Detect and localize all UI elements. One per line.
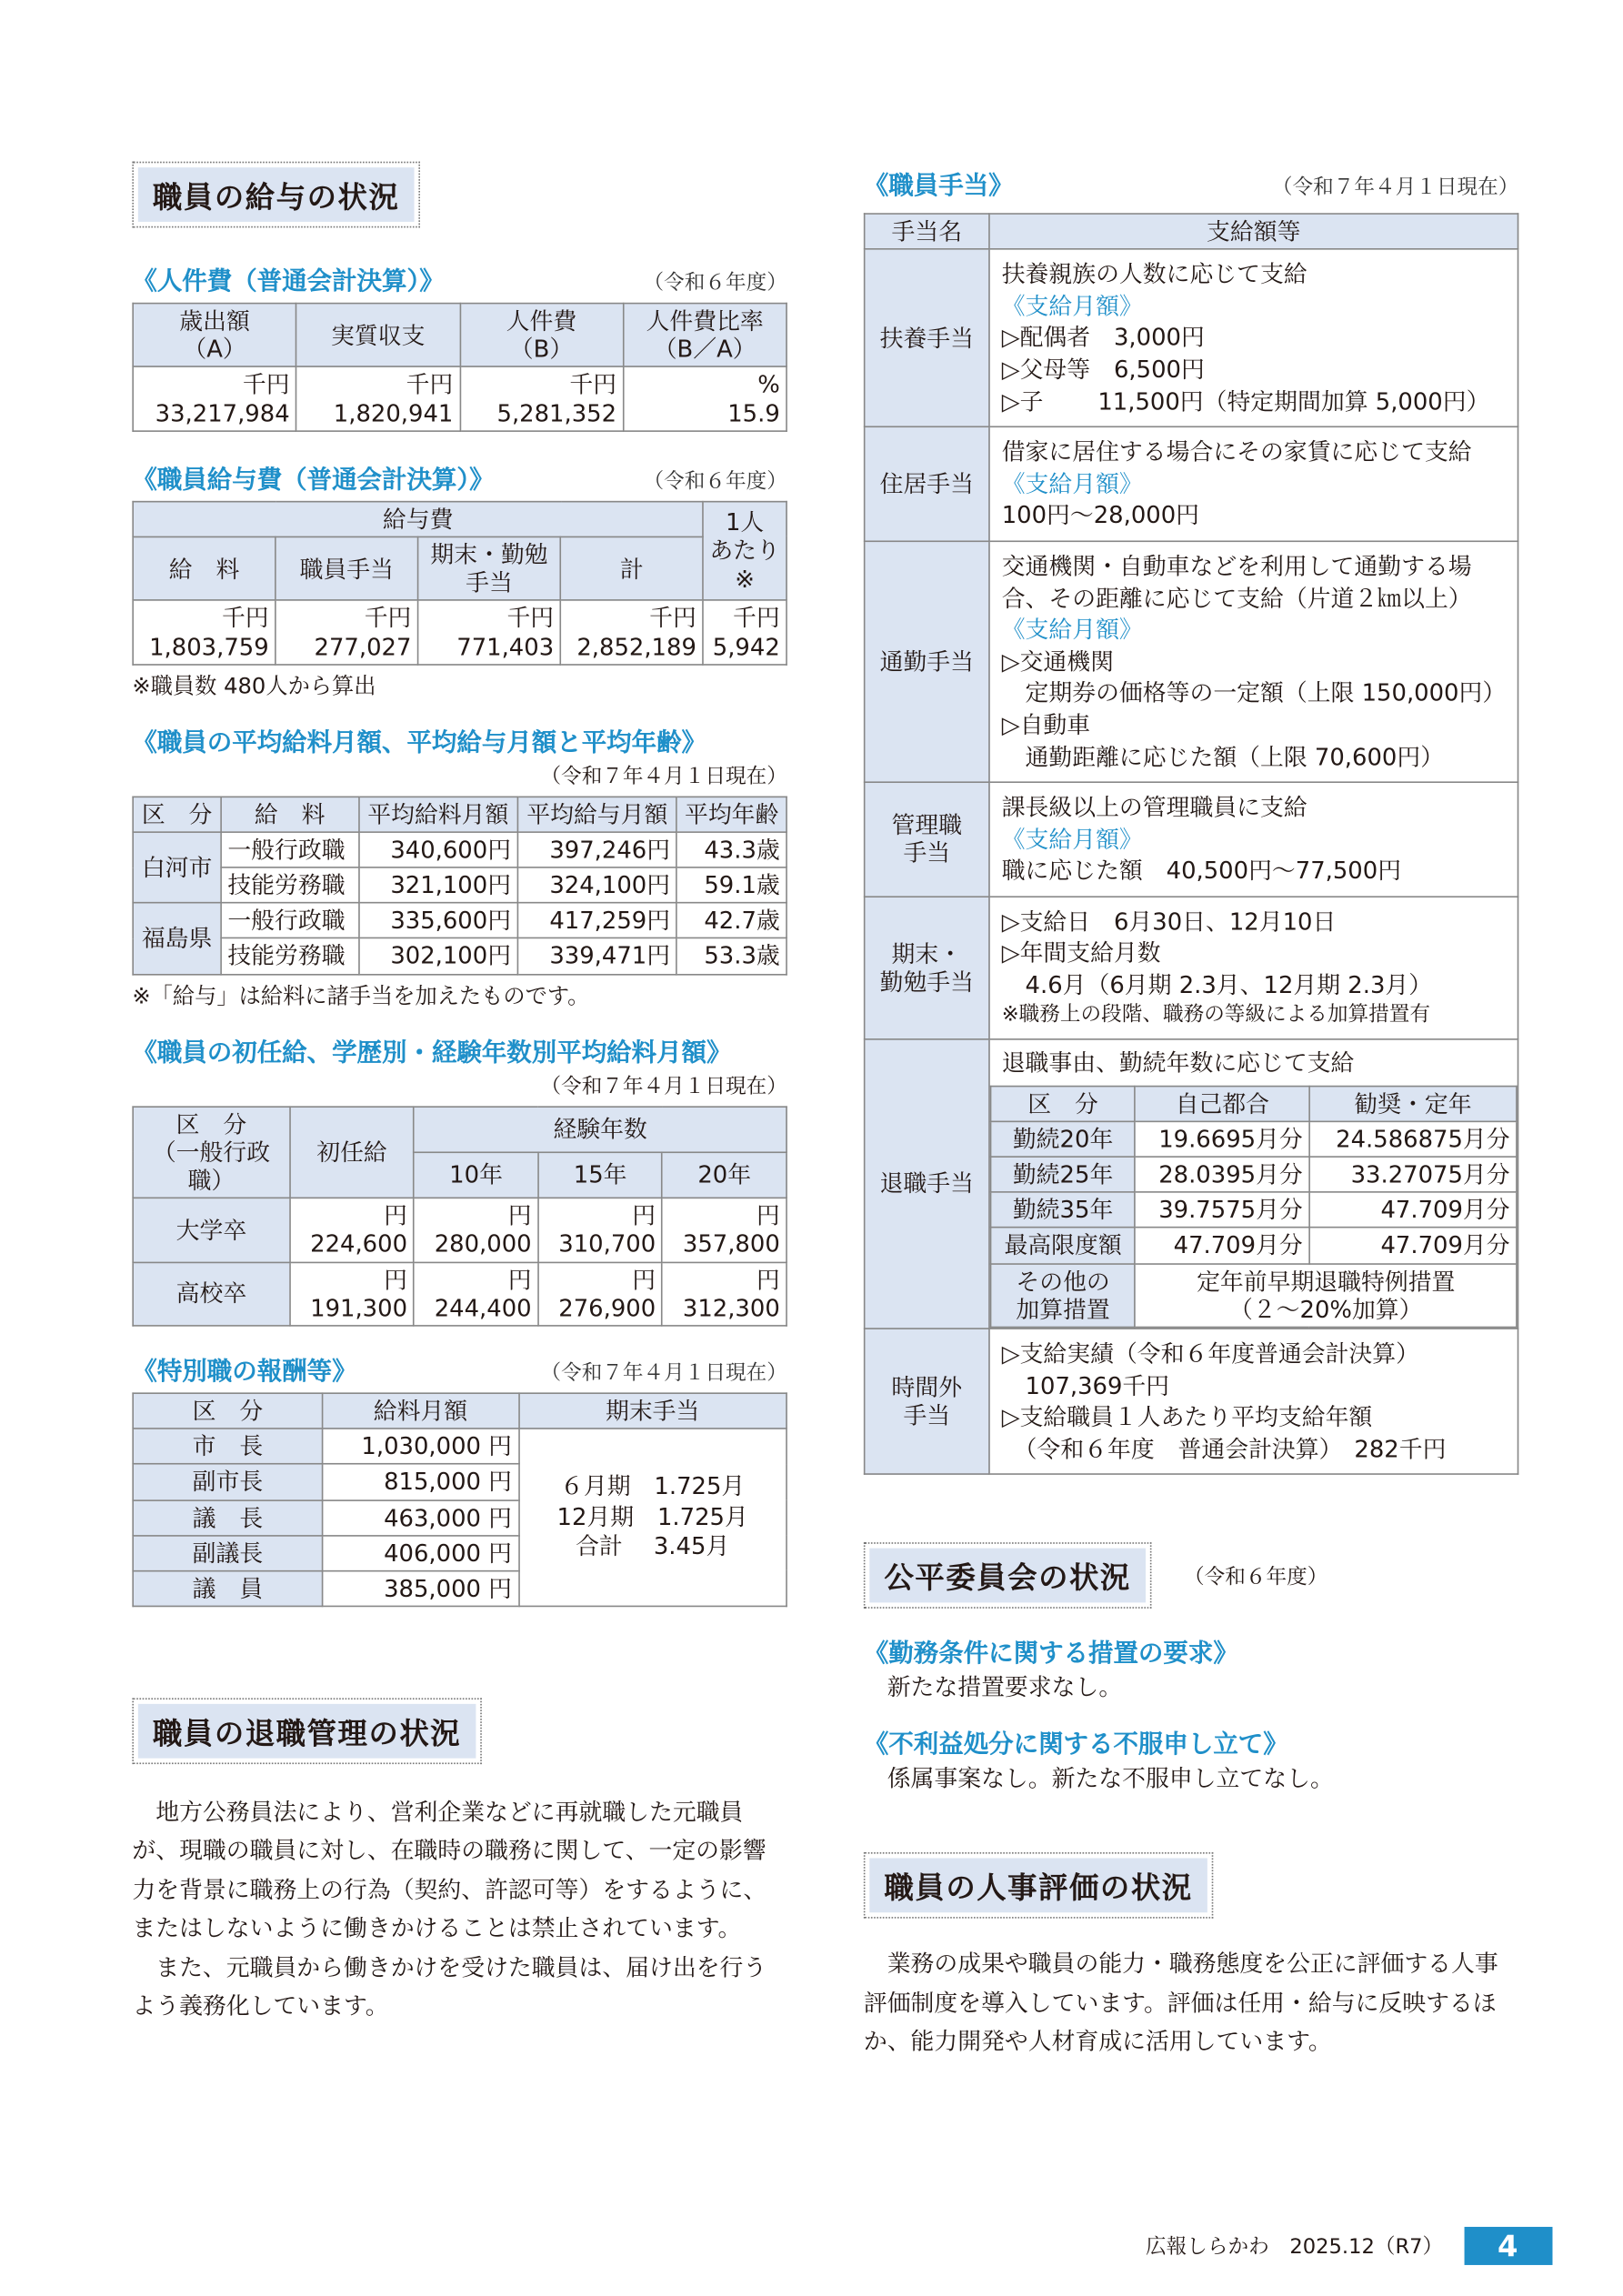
retire-allowance-table: 区 分 自己都合 勧奨・定年 勤続20年 19.6695月分 24.586875月分 勤続25年 28.0395月分 33.27075月分 勤続35年 39.7575月分 47.709月分 最高限度額 47.709月分 47.709月分 その他の 加算措置 定年前早期退職特例措置 （２～20%加算） xyxy=(990,1085,1518,1328)
eval-paragraph: 業務の成果や職員の能力・職務態度を公正に評価する人事評価制度を導入しています。評価は任用・給与に反映するほか、能力開発や人材育成に活用しています。 xyxy=(863,1950,1498,2056)
eval-section-heading: 職員の人事評価の状況 xyxy=(864,1853,1213,1920)
fair-section-heading: 公平委員会の状況 xyxy=(864,1543,1152,1609)
footer xyxy=(1146,2227,1552,2265)
starting-salary-table: 区 分 （一般行政職） 初任給 経験年数 10年 15年 20年 大学卒 円 224,600 円 280,000 円 310,700 円 357,800 高校卒 円 191,300 円 244,400 円 276,900 円 312,300 xyxy=(132,1106,786,1327)
allowance-title: 《職員手当》 xyxy=(863,172,1014,202)
publication-label: 広報しらかわ 2025.12（R7） xyxy=(1146,2235,1444,2260)
page-number: 4 xyxy=(1464,2227,1552,2265)
special-title: 《特別職の報酬等》 xyxy=(132,1357,357,1387)
right-column: 《職員手当》 （令和７年４月１日現在） 手当名 支給額等 扶養手当 扶養親族の人数に応じて支給 《支給月額》 ▷配偶者 3,000円 ▷父母等 6,500円 ▷子 11,500円（特定期間加算 5,000円） 住居手当 借家に居住する場合にその家賃に応じて支給 《支給月額》 100円～28,000円 通勤手当 交通機関・自動車などを利用して通勤する場合、その距離に応じて支給（片道２㎞以上） 《支給月額》 ▷交通機関 定期券の価格等の一定額（上限 150,000円） ▷自動車 通勤距離に応じた額（上限 70,600円） 管理職 手当 課長級以上の管理職員に支給 《支給月額》 職に応じた額 40,500円～77,500円 期末・ 勤勉手当 ▷支給日 6月30日、12月10日 ▷年間支給月数 4.6月（6月期 2.3月、12月期 2.3月） ※職務上の段階、職務の等級による加算措置有 退職手当 退職事由、勤続年数に応じて支給 区 分 自己都合 勧奨・定年 勤続20年 19.6695月分 24.586875月分 勤続25年 28.0395月分 33.27075月分 勤続35年 39.7575月分 47.709月分 最高限度額 47.709月分 47.709月分 その他の 加算措置 定年前早期退職特例措置 （２～20%加算） 時間外 手当 ▷支給実績（令和６年度普通会計決算） 107,369千円 ▷支給職員１人あたり平均支給年額 （令和６年度 普通会計決算） 282千円 公平委員会の状況 （令和６年度） 《勤務条件に関する措置の要求》 新たな措置要求なし。 《不利益処分に関する不服申し立て》 係属事案なし。新たな不服申し立てなし。 職員の人事評価の状況 業務の成果や職員の能力・職務態度を公正に評価する人事評価制度を導入しています。評価は任用・給与に反映するほか、能力開発や人材育成に活用しています。 xyxy=(864,162,1518,2062)
fair-request-title: 《勤務条件に関する措置の要求》 xyxy=(863,1639,1238,1669)
personnel-title: 《人件費（普通会計決算）》 xyxy=(132,267,445,297)
personnel-table: 歳出額 （A） 実質収支 人件費 （B） 人件費比率 （B／A） 千円 33,217,984 千円 1,820,941 千円 5,281,352 % 15.9 xyxy=(132,303,786,432)
staff-pay-table: 給与費 1人 あたり ※ 給 料 職員手当 期末・勤勉 手当 計 千円 1,803,759 千円 277,027 千円 771,403 千円 2,852,189 千円 5,942 xyxy=(132,500,786,665)
starting-title: 《職員の初任給、学歴別・経験年数別平均給料月額》 xyxy=(132,1038,732,1068)
retire-paragraph-2: また、元職員から働きかけを受けた職員は、届け出を行うよう義務化しています。 xyxy=(132,1952,767,2020)
salary-section-heading: 職員の給与の状況 xyxy=(132,162,420,228)
staff-pay-note: ※職員数 480人から算出 xyxy=(132,672,376,699)
avg-salary-title: 《職員の平均給料月額、平均給与月額と平均年齢》 xyxy=(132,727,707,758)
left-column: 職員の給与の状況 《人件費（普通会計決算）》 （令和６年度） 歳出額 （A） 実質収支 人件費 （B） 人件費比率 （B／A） 千円 33,217,984 千円 1,820,941 千円 5,281,352 % 15.9 《職員給与費（普通会計決算）》 （令和６年度） 給与費 1人 あたり ※ 給 料 職員手当 期末・勤勉 手当 計 千円 1,803,759 千円 277,027 千円 771,403 千円 2,852,189 千円 5,942 ※職員数 480人から算出 《職員の平均給料月額、平均給与月額と平均年齢》 （令和７年４月１日現在） 区 分 給 料 平均給料月額 平均給与月額 平均年齢 白河市 一般行政職 340,600円 397,246円 43.3歳 技能労務職 321,100円 324,100円 59.1歳 福島県 一般行政職 335,600円 417,259円 42.7歳 技能労務職 302,100円 339,471円 53.3歳 ※「給与」は給料に諸手当を加えたものです。 《職員の初任給、学歴別・経験年数別平均給料月額》 （令和７年４月１日現在） 区 分 （一般行政職） 初任給 経験年数 10年 15年 20年 大学卒 円 224,600 円 280,000 円 310,700 円 357,800 高校卒 円 191,300 円 244,400 円 276,900 円 312,300 《特別職の報酬等》 （令和７年４月１日現在） 区 分 給料月額 期末手当 市 長 1,030,000 円 ６月期 1.725月 12月期 1.725月 合計 3.45月 副市長 815,000 円 議 長 463,000 円 副議長 406,000 円 議 員 385,000 円 職員の退職管理の状況 地方公務員法により、営利企業などに再就職した元職員が、現職の職員に対し、在職時の職務に関して、一定の影響力を背景に職務上の行為（契約、許認可等）をするように、またはしないように働きかけることは禁止されています。 また、元職員から働きかけを受けた職員は、届け出を行うよう義務化しています。 xyxy=(132,162,786,2027)
avg-salary-table: 区 分 給 料 平均給料月額 平均給与月額 平均年齢 白河市 一般行政職 340,600円 397,246円 43.3歳 技能労務職 321,100円 324,100円 59.1歳 福島県 一般行政職 335,600円 417,259円 42.7歳 技能労務職 302,100円 339,471円 53.3歳 xyxy=(132,796,786,975)
th-expenditure: 歳出額 （A） xyxy=(133,304,296,367)
retire-paragraph-1: 地方公務員法により、営利企業などに再就職した元職員が、現職の職員に対し、在職時の職務に関して、一定の影響力を背景に職務上の行為（契約、許認可等）をするように、またはしないように働きかけることは禁止されています。 xyxy=(132,1798,767,1942)
retire-section-heading: 職員の退職管理の状況 xyxy=(132,1699,481,1765)
fair-appeal-title: 《不利益処分に関する不服申し立て》 xyxy=(863,1730,1288,1760)
allowance-table: 手当名 支給額等 扶養手当 扶養親族の人数に応じて支給 《支給月額》 ▷配偶者 3,000円 ▷父母等 6,500円 ▷子 11,500円（特定期間加算 5,000円） 住居手当 借家に居住する場合にその家賃に応じて支給 《支給月額》 100円～28,000円 通勤手当 交通機関・自動車などを利用して通勤する場合、その距離に応じて支給（片道２㎞以上） 《支給月額》 ▷交通機関 定期券の価格等の一定額（上限 150,000円） ▷自動車 通勤距離に応じた額（上限 70,600円） 管理職 手当 課長級以上の管理職員に支給 《支給月額》 職に応じた額 40,500円～77,500円 期末・ 勤勉手当 ▷支給日 6月30日、12月10日 ▷年間支給月数 4.6月（6月期 2.3月、12月期 2.3月） ※職務上の段階、職務の等級による加算措置有 退職手当 退職事由、勤続年数に応じて支給 区 分 自己都合 勧奨・定年 勤続20年 19.6695月分 24.586875月分 勤続25年 28.0395月分 33.27075月分 勤続35年 39.7575月分 47.709月分 最高限度額 47.709月分 47.709月分 その他の 加算措置 定年前早期退職特例措置 （２～20%加算） 時間外 手当 ▷支給実績（令和６年度普通会計決算） 107,369千円 ▷支給職員１人あたり平均支給年額 （令和６年度 普通会計決算） 282千円 xyxy=(864,213,1518,1475)
staff-pay-title: 《職員給与費（普通会計決算）》 xyxy=(132,465,495,495)
special-table: 区 分 給料月額 期末手当 市 長 1,030,000 円 ６月期 1.725月 12月期 1.725月 合計 3.45月 副市長 815,000 円 議 長 463,000 円 副議長 406,000 円 議 員 385,000 円 xyxy=(132,1392,786,1607)
